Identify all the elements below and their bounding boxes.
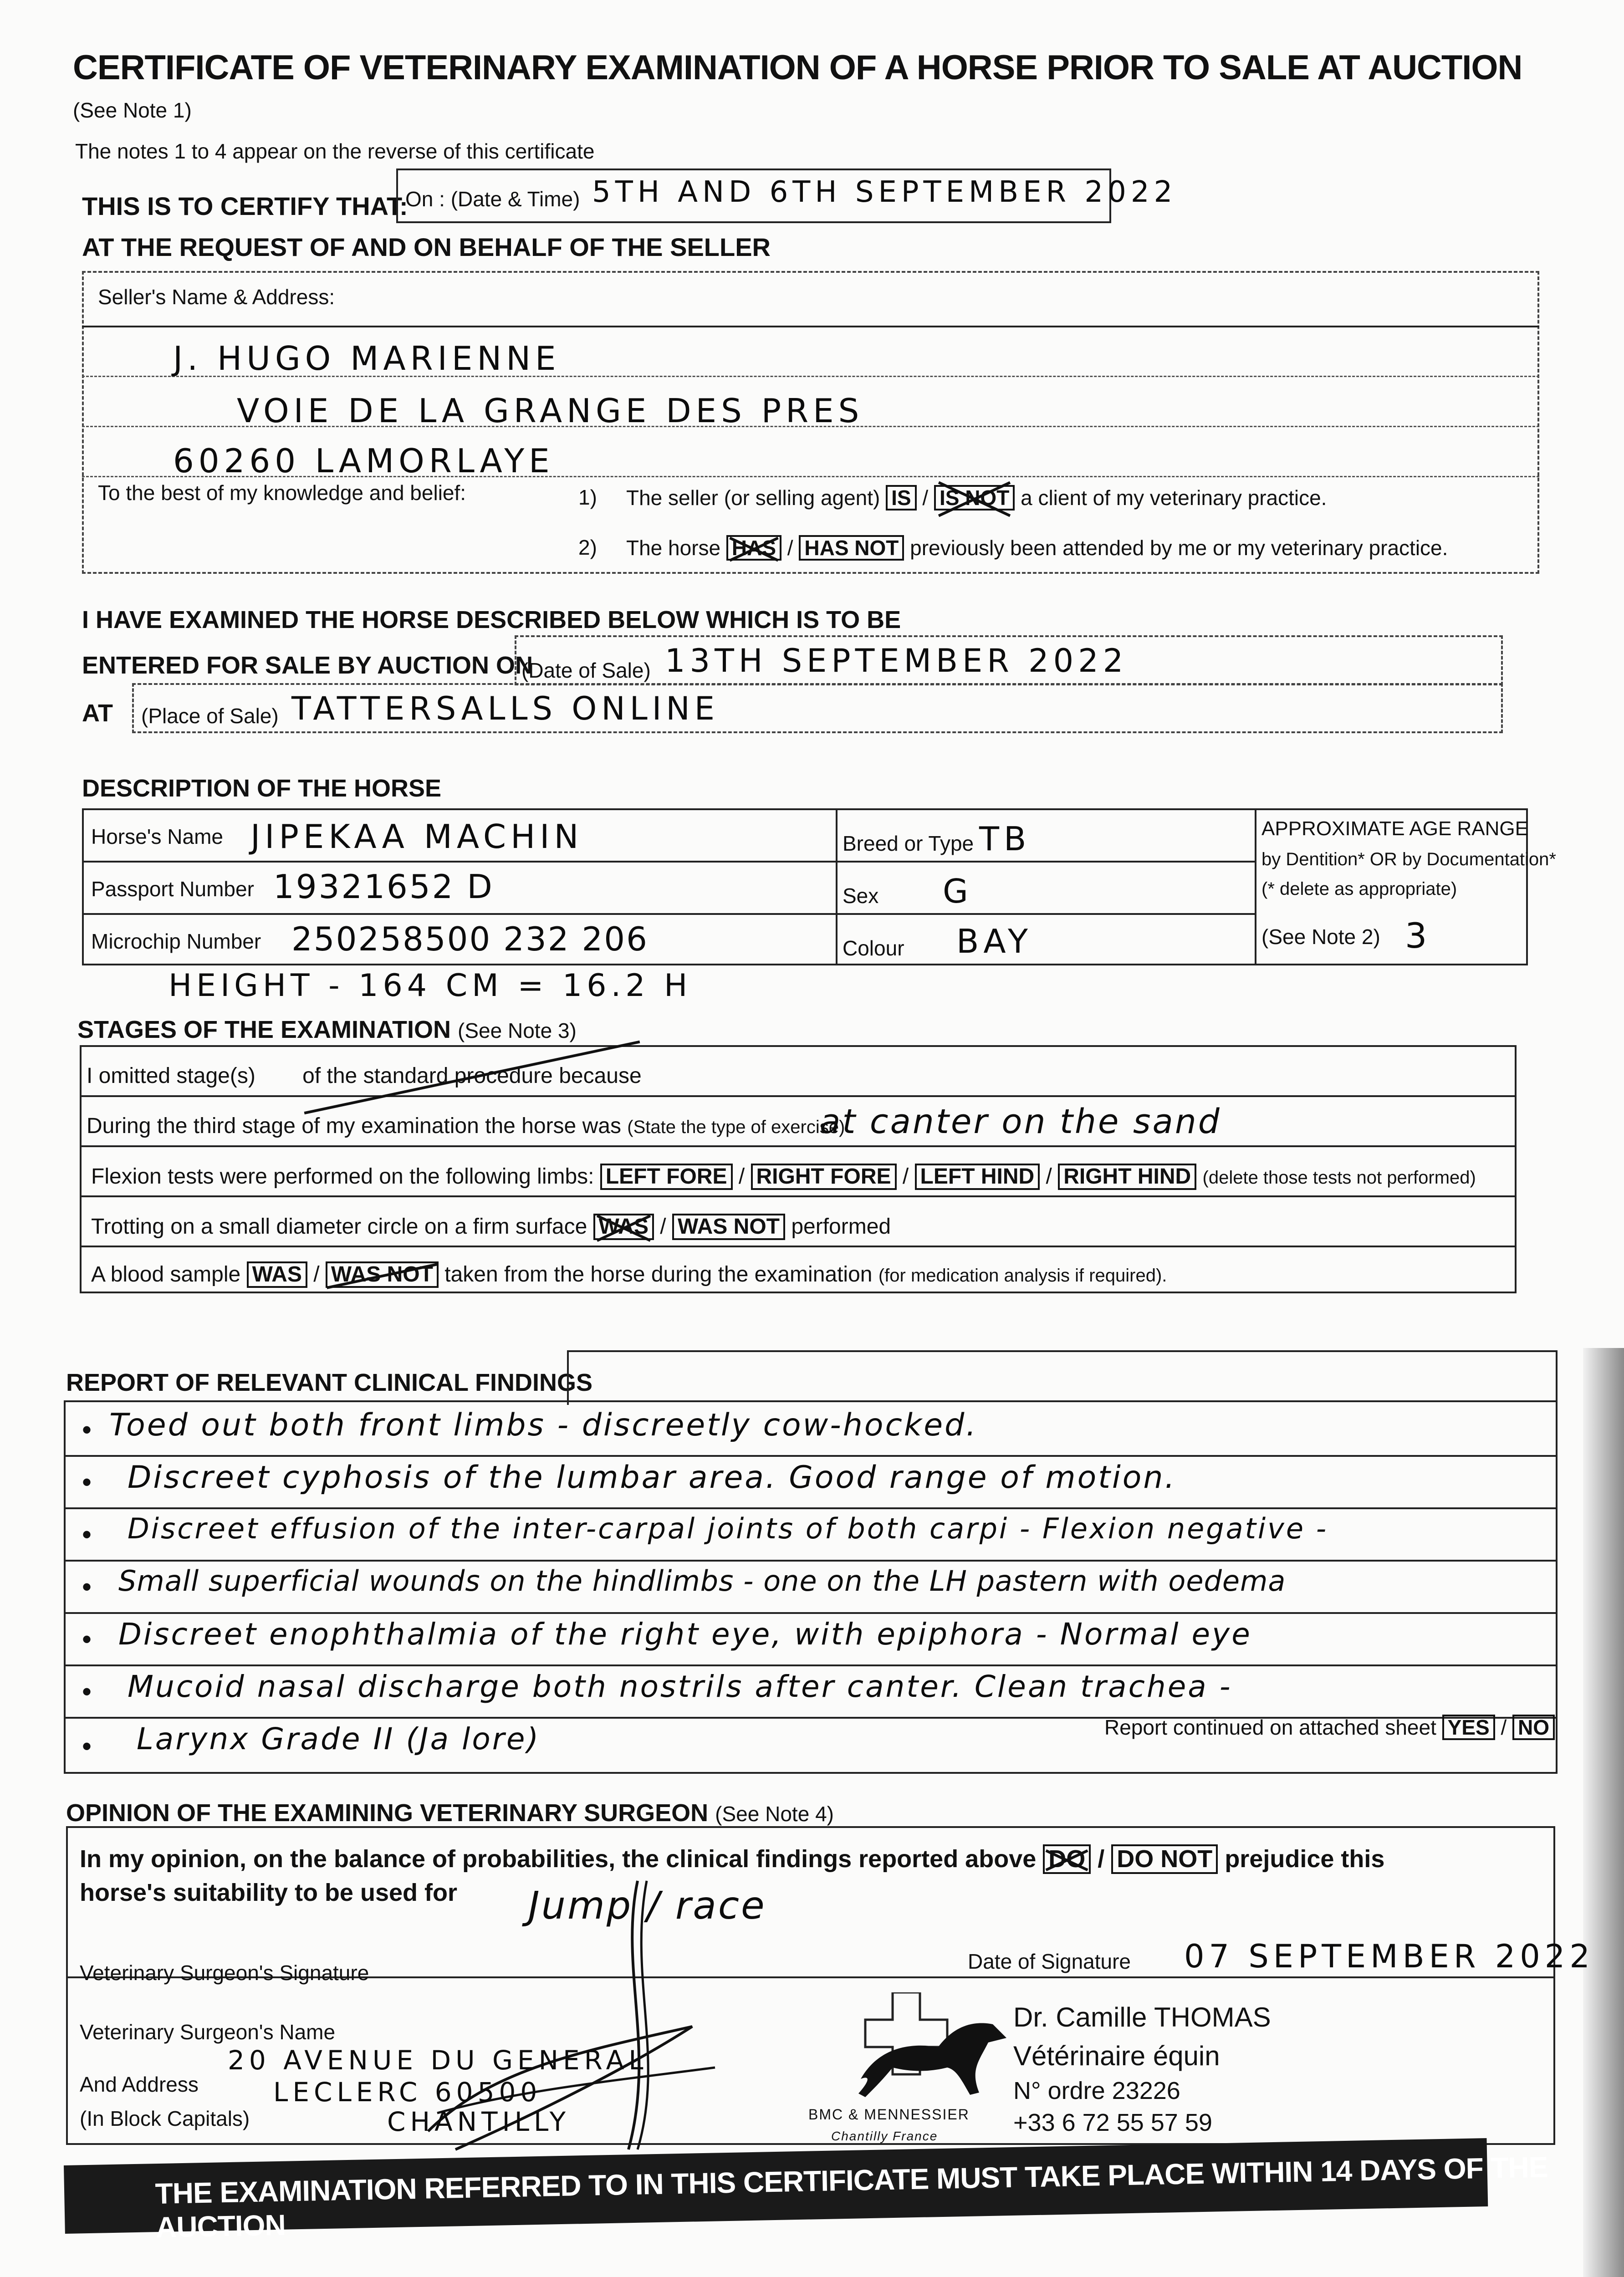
breed-value: TB	[979, 820, 1031, 858]
passport-value: 19321652 D	[273, 868, 494, 906]
stages-heading: STAGES OF THE EXAMINATION (See Note 3)	[77, 1016, 577, 1043]
certify-label: THIS IS TO CERTIFY THAT:	[82, 192, 408, 220]
blood-row: A blood sample WAS / WAS NOT taken from the horse during the examination (for medication analysis if required).	[91, 1261, 1167, 1288]
stamp-logo-text: BMC & MENNESSIER	[808, 2106, 970, 2123]
third-stage-row: During the third stage of my examination the horse was (State the type of exercise)	[87, 1114, 845, 1138]
third-stage-value: at canter on the sand	[820, 1102, 1221, 1141]
stamp-phone: +33 6 72 55 57 59	[1013, 2109, 1212, 2136]
suitability-use-value: Jump / race	[528, 1883, 766, 1928]
examined-heading: I HAVE EXAMINED THE HORSE DESCRIBED BELOW WHICH IS TO BE	[82, 606, 901, 633]
finding-bullet: •	[82, 1676, 92, 1707]
left-hind-option: LEFT HIND	[915, 1164, 1040, 1190]
trot-row: Trotting on a small diameter circle on a firm surface WAS / WAS NOT performed	[91, 1214, 891, 1240]
age-value: 3	[1405, 915, 1432, 956]
age-heading: APPROXIMATE AGE RANGE	[1261, 817, 1528, 840]
seller-item2: The horse HAS / HAS NOT previously been attended by me or my veterinary practice.	[626, 535, 1448, 561]
report-continued: Report continued on attached sheet YES / NO	[1104, 1715, 1555, 1740]
microchip-label: Microchip Number	[91, 929, 261, 953]
sale-date-label: (Date of Sale)	[521, 659, 651, 682]
seller-address-line1: VOIE DE LA GRANGE DES PRES	[237, 392, 864, 430]
sale-place-value: TATTERSALLS ONLINE	[291, 690, 719, 727]
knowledge-label: To the best of my knowledge and belief:	[98, 481, 466, 505]
findings-heading: REPORT OF RELEVANT CLINICAL FINDINGS	[66, 1369, 593, 1396]
finding-line: Larynx Grade II (Ja lore)	[137, 1721, 541, 1756]
flexion-row: Flexion tests were performed on the following limbs: LEFT FORE / RIGHT FORE / LEFT HIND / RIGHT HIND (delete those tests not performed)	[91, 1164, 1476, 1190]
seller-item1: The seller (or selling agent) IS / IS NOT a client of my veterinary practice.	[626, 485, 1327, 511]
date-time-value: 5TH AND 6TH SEPTEMBER 2022	[592, 175, 1177, 209]
colour-value: BAY	[956, 922, 1033, 960]
seller-item2-num: 2)	[578, 536, 597, 559]
vet-address-line3: CHANTILLY	[387, 2106, 571, 2137]
finding-line: Discreet effusion of the inter-carpal joints of both carpi - Flexion negative -	[128, 1512, 1328, 1545]
clinic-logo-horse-icon	[833, 1992, 1016, 2102]
opinion-do-not-option: DO NOT	[1111, 1844, 1218, 1874]
seller-name: J. HUGO MARIENNE	[173, 339, 561, 378]
sex-value: G	[943, 872, 973, 910]
finding-line: Mucoid nasal discharge both nostrils after canter. Clean trachea -	[128, 1669, 1232, 1704]
omitted-row: I omitted stage(s) of the standard procedure because	[87, 1064, 642, 1088]
sex-label: Sex	[843, 884, 879, 908]
finding-line: Small superficial wounds on the hindlimbs - one on the LH pastern with oedema	[118, 1564, 1286, 1598]
finding-bullet: •	[82, 1624, 92, 1654]
colour-label: Colour	[843, 936, 904, 960]
opinion-line1: In my opinion, on the balance of probabilities, the clinical findings reported above DO / DO NOT prejudice this	[80, 1844, 1384, 1874]
entered-heading: ENTERED FOR SALE BY AUCTION ON	[82, 652, 533, 679]
finding-bullet: •	[82, 1572, 92, 1602]
continued-yes-option: YES	[1442, 1715, 1495, 1740]
at-label: AT	[82, 699, 113, 727]
date-of-signature-value: 07 SEPTEMBER 2022	[1184, 1938, 1594, 1975]
block-capitals-note: (In Block Capitals)	[80, 2107, 250, 2130]
stamp-ordre-number: N° ordre 23226	[1013, 2077, 1180, 2104]
stamp-vet-name: Dr. Camille THOMAS	[1013, 2002, 1271, 2032]
continued-no-option: NO	[1512, 1715, 1555, 1740]
breed-label: Breed or Type	[843, 832, 974, 855]
scan-edge-shadow	[1583, 1348, 1624, 2277]
description-heading: DESCRIPTION OF THE HORSE	[82, 775, 442, 802]
seller-item1-num: 1)	[578, 485, 597, 509]
trot-was-not-option: WAS NOT	[672, 1214, 785, 1240]
finding-line: Toed out both front limbs - discreetly cow-hocked.	[109, 1407, 978, 1443]
seller-label: Seller's Name & Address:	[98, 285, 335, 309]
vet-address-line2: LECLERC 60500	[273, 2077, 542, 2108]
see-note-1: (See Note 1)	[73, 98, 192, 122]
request-heading: AT THE REQUEST OF AND ON BEHALF OF THE SELLER	[82, 233, 771, 261]
certificate-title: CERTIFICATE OF VETERINARY EXAMINATION OF A HORSE PRIOR TO SALE AT AUCTION	[73, 48, 1522, 87]
date-time-label: On : (Date & Time)	[405, 187, 580, 211]
right-fore-option: RIGHT FORE	[751, 1164, 897, 1190]
right-hind-option: RIGHT HIND	[1058, 1164, 1196, 1190]
finding-bullet: •	[82, 1519, 92, 1550]
finding-bullet: •	[82, 1414, 92, 1445]
finding-bullet: •	[82, 1467, 92, 1497]
age-delete-note: (* delete as appropriate)	[1261, 879, 1457, 899]
vet-address-label: And Address	[80, 2073, 199, 2096]
stamp-place: Chantilly France	[831, 2129, 938, 2143]
notes-reverse: The notes 1 to 4 appear on the reverse of this certificate	[75, 139, 595, 163]
seller-address-line2: 60260 LAMORLAYE	[173, 442, 554, 480]
blood-was-option: WAS	[247, 1261, 307, 1288]
microchip-value: 250258500 232 206	[291, 920, 649, 958]
horse-height: HEIGHT - 164 CM = 16.2 H	[169, 968, 692, 1004]
trot-was-option: WAS	[593, 1214, 654, 1240]
seller-is-not-option: IS NOT	[934, 485, 1015, 511]
horse-name-value: JIPEKAA MACHIN	[250, 817, 583, 856]
vet-address-line1: 20 AVENUE DU GENERAL	[228, 2045, 648, 2076]
opinion-heading: OPINION OF THE EXAMINING VETERINARY SURGEON (See Note 4)	[66, 1799, 834, 1827]
horse-name-label: Horse's Name	[91, 825, 223, 848]
age-by: by Dentition* OR by Documentation*	[1261, 849, 1556, 869]
vet-name-label: Veterinary Surgeon's Name	[80, 2020, 336, 2044]
date-of-signature-label: Date of Signature	[968, 1950, 1131, 1973]
footer-notice: THE EXAMINATION REFERRED TO IN THIS CERTIFICATE MUST TAKE PLACE WITHIN 14 DAYS OF THE AUCTION	[155, 2150, 1548, 2244]
opinion-line2: horse's suitability to be used for	[80, 1879, 457, 1906]
opinion-do-option: DO	[1043, 1844, 1091, 1874]
signature-label: Veterinary Surgeon's Signature	[80, 1961, 369, 1985]
sale-date-value: 13TH SEPTEMBER 2022	[665, 642, 1128, 679]
horse-has-not-option: HAS NOT	[799, 535, 904, 561]
finding-line: Discreet cyphosis of the lumbar area. Good range of motion.	[128, 1460, 1177, 1496]
finding-bullet: •	[82, 1731, 92, 1761]
finding-line: Discreet enophthalmia of the right eye, with epiphora - Normal eye	[118, 1617, 1252, 1652]
passport-label: Passport Number	[91, 877, 254, 901]
sale-place-label: (Place of Sale)	[141, 704, 279, 728]
seller-is-option: IS	[886, 485, 916, 511]
left-fore-option: LEFT FORE	[600, 1164, 733, 1190]
blood-was-not-option: WAS NOT	[326, 1261, 439, 1288]
age-see-note: (See Note 2)	[1261, 925, 1380, 949]
findings-header-box	[567, 1350, 1558, 1405]
horse-has-option: HAS	[726, 535, 781, 561]
stamp-vet-title: Vétérinaire équin	[1013, 2041, 1220, 2071]
